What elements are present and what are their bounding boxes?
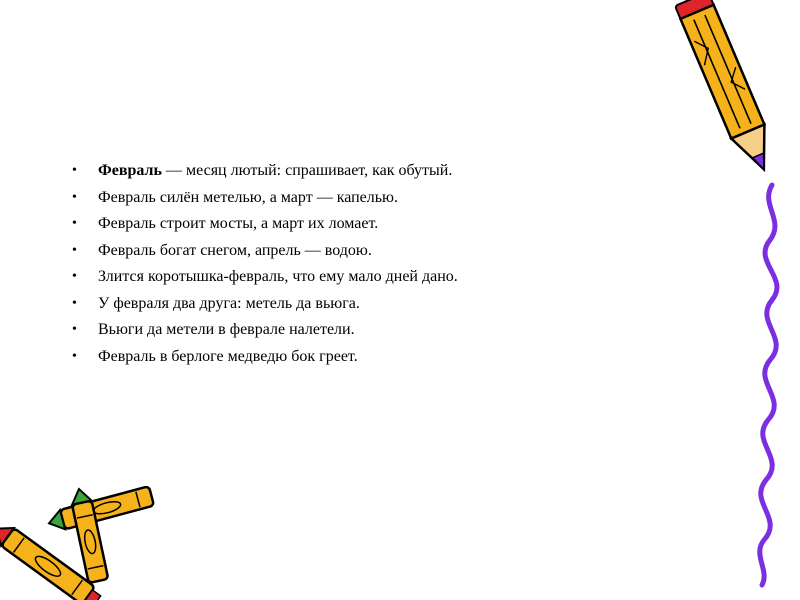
crayons-icon — [0, 486, 154, 600]
bullet-icon: • — [72, 269, 77, 284]
bullet-icon: • — [72, 189, 77, 205]
list-item — [70, 344, 458, 371]
squiggle-line-icon — [760, 185, 777, 585]
proverb-text: Февраль силён метелью, а март — капелью. — [98, 188, 399, 206]
bullet-icon: • — [72, 216, 77, 231]
proverb-lead: Февраль — [98, 162, 162, 179]
list-item — [70, 238, 458, 265]
pencil-icon — [675, 0, 780, 176]
list-item — [70, 264, 458, 291]
proverb-text: Вьюги да метели в феврале налетели. — [98, 321, 355, 338]
bullet-icon: • — [72, 322, 77, 337]
proverb-text: — месяц лютый: спрашивает, как обутый. — [161, 162, 453, 179]
bullet-icon: • — [72, 348, 77, 364]
bullet-icon: • — [72, 295, 77, 311]
proverb-text: У февраля два друга: метель да вьюга. — [98, 294, 360, 312]
proverb-text: Февраль в берлоге медведю бок греет. — [98, 347, 358, 365]
list-item — [70, 291, 458, 318]
proverb-text: Февраль богат снегом, апрель — водою. — [98, 241, 372, 259]
bullet-icon: • — [72, 163, 77, 178]
bullet-icon: • — [72, 242, 77, 258]
list-item — [70, 317, 458, 344]
list-item — [70, 185, 458, 212]
list-item — [70, 158, 458, 185]
proverb-text: Злится коротышка-февраль, что ему мало дней дано. — [98, 268, 458, 285]
proverb-text: Февраль строит мосты, а март их ломает. — [98, 215, 379, 232]
proverb-list — [70, 158, 458, 370]
list-item — [70, 211, 458, 238]
